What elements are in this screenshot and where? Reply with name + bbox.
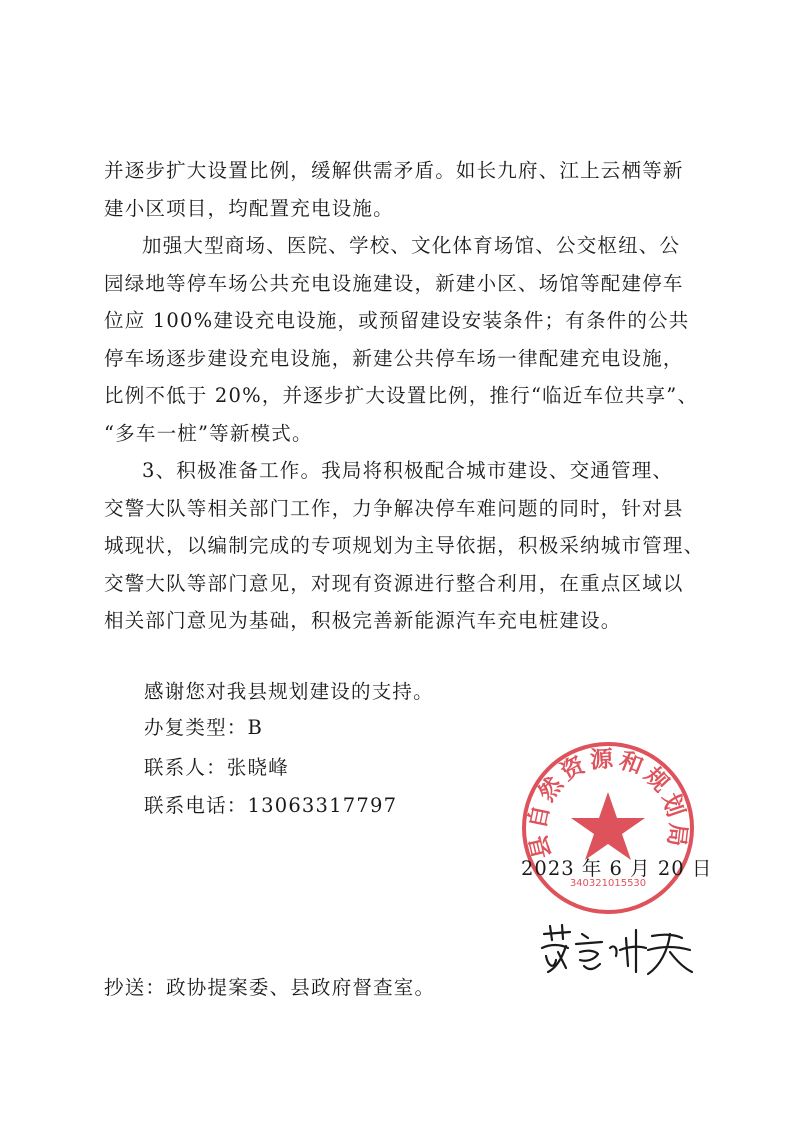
official-seal-icon <box>518 738 698 918</box>
paragraph-line: 相关部门意见为基础，积极完善新能源汽车充电桩建设。 <box>104 609 622 632</box>
paragraph-3 <box>104 452 705 640</box>
document-date: 2023 年 6 月 20 日 <box>521 857 713 880</box>
paragraph-line: 城现状，以编制完成的专项规划为主导依据，积极采纳城市管理、 <box>104 534 705 557</box>
paragraph-line: “多车一桩”等新模式。 <box>104 421 313 445</box>
phone-line: 联系电话：13063317797 <box>144 794 398 817</box>
thanks-line: 感谢您对我县规划建设的支持。 <box>144 680 434 703</box>
seal-code: 340321015530 <box>569 878 647 889</box>
paragraph-line: 3、积极准备工作。我局将积极配合城市建设、交通管理、 <box>142 459 674 482</box>
seal-text: 县自然资源和规划局 <box>523 745 692 862</box>
paragraph-line: 交警大队等相关部门工作，力争解决停车难问题的同时，针对县 <box>104 496 684 520</box>
contact-line: 联系人：张晓峰 <box>144 756 289 779</box>
paragraph-line: 比例不低于 20%，并逐步扩大设置比例，推行“临近车位共享”、 <box>104 384 699 407</box>
handwritten-signature-icon <box>536 920 696 980</box>
paragraph-line: 建小区项目，均配置充电设施。 <box>104 196 394 220</box>
paragraph-line: 交警大队等部门意见，对现有资源进行整合利用，在重点区域以 <box>104 571 684 595</box>
paragraph-line: 并逐步扩大设置比例，缓解供需矛盾。如长九府、江上云栖等新 <box>104 159 684 182</box>
paragraph-line: 停车场逐步建设充电设施，新建公共停车场一律配建充电设施， <box>104 346 684 370</box>
paragraph-line: 园绿地等停车场公共充电设施建设，新建小区、场馆等配建停车 <box>104 271 684 295</box>
cc-line: 抄送：政协提案委、县政府督查室。 <box>104 976 436 999</box>
paragraph-line: 位应 100%建设充电设施，或预留建设安装条件；有条件的公共 <box>104 309 690 332</box>
reply-type-line: 办复类型：B <box>144 716 264 739</box>
paragraph-2 <box>104 227 699 452</box>
paragraph-1 <box>104 152 694 227</box>
paragraph-line: 加强大型商场、医院、学校、文化体育场馆、公交枢纽、公 <box>142 234 681 257</box>
